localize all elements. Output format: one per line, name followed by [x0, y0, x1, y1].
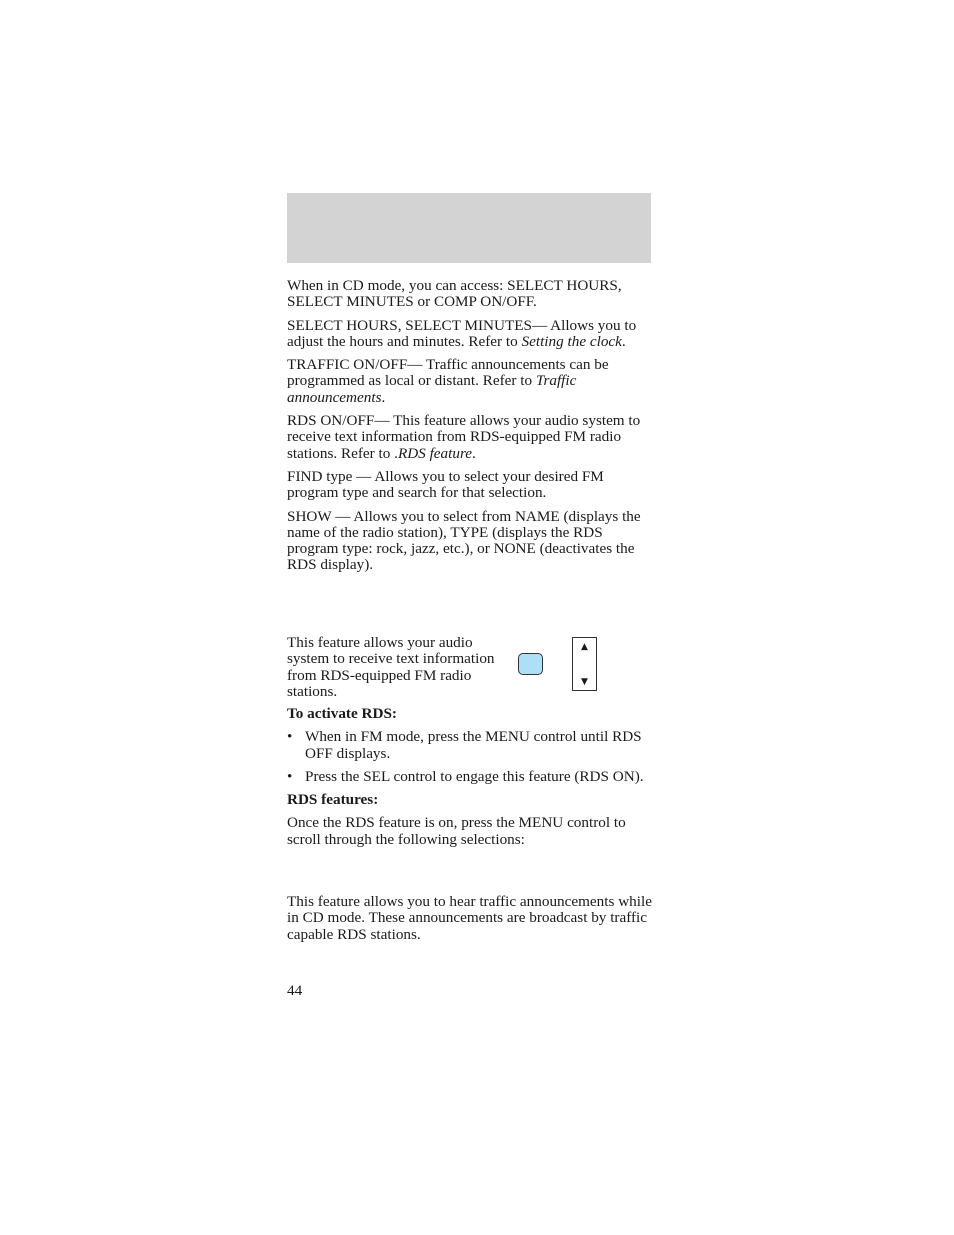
traffic-onoff-paragraph: TRAFFIC ON/OFF— Traffic announcements can be programmed as local or distant. Refer to Traffic announcements.: [287, 356, 609, 406]
sel-rocker-icon: [572, 637, 597, 691]
traffic-announcements-ref: Traffic announcements: [287, 372, 577, 406]
page-number: 44: [287, 982, 303, 999]
list-item: • Press the SEL control to engage this feature (RDS ON).: [287, 767, 644, 785]
traffic-section: [287, 894, 655, 943]
show-paragraph: SHOW — Allows you to select from NAME (displays the name of the radio station), TYPE (displays the RDS program type: rock, jazz, etc.), or NONE (deactivates the RDS display).: [287, 507, 641, 574]
activate-rds-heading: To activate RDS:: [287, 705, 397, 722]
section-header-band: [287, 193, 651, 263]
rds-activation-section: [287, 706, 655, 848]
select-hours-paragraph: SELECT HOURS, SELECT MINUTES— Allows you to adjust the hours and minutes. Refer to Setting the clock.: [287, 316, 637, 350]
find-type-paragraph: FIND type — Allows you to select your desired FM program type and search for that selection.: [287, 467, 604, 502]
up-arrow-icon: ▲: [581, 642, 588, 652]
rds-onoff-paragraph: RDS ON/OFF— This feature allows your audio system to receive text information from RDS-equipped FM radio stations. Refer to .RDS feature.: [287, 412, 641, 462]
menu-button-icon: [518, 653, 543, 675]
rds-features-heading: RDS features:: [287, 791, 379, 809]
list-item: • When in FM mode, press the MENU control until RDS OFF displays.: [287, 728, 642, 762]
cd-mode-options-text: [287, 278, 655, 574]
setting-clock-ref: Setting the clock: [521, 332, 622, 350]
down-arrow-icon: ▼: [581, 677, 588, 687]
traffic-text: This feature allows you to hear traffic announcements while in CD mode. These announcements are broadcast by traffic capable RDS stations.: [287, 893, 652, 943]
rds-intro-text: This feature allows your audio system to receive text information from RDS-equipped FM radio stations.: [287, 634, 495, 700]
rds-feature-ref: RDS feature: [397, 444, 473, 462]
cd-mode-intro: When in CD mode, you can access: SELECT HOURS, SELECT MINUTES or COMP ON/OFF.: [287, 277, 622, 311]
rds-features-text: Once the RDS feature is on, press the MENU control to scroll through the following selections:: [287, 814, 626, 848]
